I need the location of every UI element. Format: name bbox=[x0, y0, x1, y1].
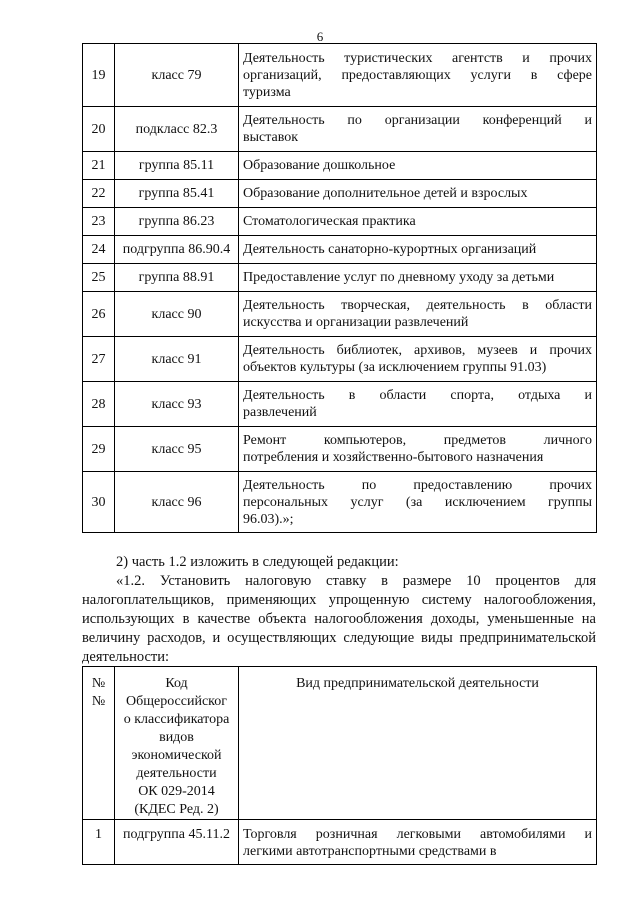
row-number: 24 bbox=[83, 236, 115, 264]
okved-code: группа 85.41 bbox=[115, 180, 239, 208]
row-number: 27 bbox=[83, 337, 115, 382]
row-number: 20 bbox=[83, 107, 115, 152]
table-row bbox=[83, 152, 597, 180]
header-code-line: деятельности bbox=[136, 766, 217, 781]
description-line: Деятельность туристических агентств и прочих bbox=[243, 50, 592, 66]
table-row bbox=[83, 208, 597, 236]
table-row bbox=[83, 292, 597, 337]
description-line: Предоставление услуг по дневному уходу за детьми bbox=[243, 270, 555, 285]
header-code-line: Общероссийског bbox=[125, 694, 228, 709]
description-line: легкими автотранспортными средствами в bbox=[243, 844, 497, 859]
row-number: 30 bbox=[83, 472, 115, 533]
okved-code: класс 96 bbox=[115, 472, 239, 533]
table-row bbox=[83, 44, 597, 107]
header-code-line: (КДЕС Ред. 2) bbox=[134, 802, 219, 817]
header-code-line: Код bbox=[165, 676, 188, 691]
header-number bbox=[83, 667, 115, 820]
table-row bbox=[83, 472, 597, 533]
paragraph-article-1-2: «1.2. Установить налоговую ставку в размере 10 процентов для налогоплательщиков, применяющих упрощенную систему налогообложения, использующих в качестве объекта налогообложения доходы, уменьшенные на величину расходов, и осуществляющих следующие виды предпринимательской деятельности: bbox=[82, 573, 596, 665]
activity-description bbox=[239, 180, 597, 208]
activity-description bbox=[239, 337, 597, 382]
okved-code: класс 93 bbox=[115, 382, 239, 427]
description-line: Образование дополнительное детей и взрослых bbox=[243, 186, 528, 201]
header-code-line: экономической bbox=[131, 748, 222, 763]
table-row bbox=[83, 427, 597, 472]
row-number: 1 bbox=[83, 820, 115, 865]
description-line: Образование дошкольное bbox=[243, 158, 396, 173]
activity-description bbox=[239, 44, 597, 107]
table-row bbox=[83, 337, 597, 382]
activity-description bbox=[239, 236, 597, 264]
table-row bbox=[83, 264, 597, 292]
description-line: объектов культуры (за исключением группы 91.03) bbox=[243, 360, 547, 375]
description-line: искусства и организации развлечений bbox=[243, 315, 469, 330]
header-code-line: видов bbox=[159, 730, 194, 745]
row-number: 26 bbox=[83, 292, 115, 337]
description-line: туризма bbox=[243, 84, 291, 100]
okved-code: подгруппа 86.90.4 bbox=[115, 236, 239, 264]
okved-code: группа 85.11 bbox=[115, 152, 239, 180]
activity-description bbox=[239, 292, 597, 337]
row-number: 19 bbox=[83, 44, 115, 107]
description-line: персональных услуг (за исключением группы bbox=[243, 494, 592, 510]
activity-description bbox=[239, 382, 597, 427]
activity-description bbox=[239, 472, 597, 533]
activity-description bbox=[239, 264, 597, 292]
row-number: 28 bbox=[83, 382, 115, 427]
description-line: организаций, предоставляющих услуги в сфере bbox=[243, 67, 592, 83]
description-line: Деятельность по организации конференций и bbox=[243, 113, 592, 128]
activity-description bbox=[239, 208, 597, 236]
okved-code: подгруппа 45.11.2 bbox=[115, 820, 239, 865]
page-number: 6 bbox=[316, 29, 324, 44]
description-line: выставок bbox=[243, 130, 299, 145]
description-line: потребления и хозяйственно-бытового назначения bbox=[243, 450, 544, 465]
table-row bbox=[83, 107, 597, 152]
header-number-line: № bbox=[91, 676, 106, 691]
okved-code: класс 90 bbox=[115, 292, 239, 337]
description-line: Деятельность санаторно-курортных организаций bbox=[243, 242, 537, 257]
description-line: Деятельность творческая, деятельность в области bbox=[243, 298, 592, 313]
activity-description bbox=[239, 107, 597, 152]
row-number: 22 bbox=[83, 180, 115, 208]
description-line: Торговля розничная легковыми автомобилями и bbox=[243, 827, 592, 842]
description-line: Деятельность по предоставлению прочих bbox=[243, 477, 592, 493]
okved-code: группа 88.91 bbox=[115, 264, 239, 292]
table-header-row bbox=[83, 667, 597, 820]
activity-description bbox=[239, 152, 597, 180]
header-activity: Вид предпринимательской деятельности bbox=[239, 667, 597, 820]
table-row bbox=[83, 180, 597, 208]
activity-table-10-percent bbox=[82, 666, 597, 865]
okved-code: класс 95 bbox=[115, 427, 239, 472]
activity-table-continued bbox=[82, 43, 597, 533]
okved-code: группа 86.23 bbox=[115, 208, 239, 236]
row-number: 25 bbox=[83, 264, 115, 292]
activity-description bbox=[239, 427, 597, 472]
table-row bbox=[83, 236, 597, 264]
okved-code: класс 91 bbox=[115, 337, 239, 382]
activity-description bbox=[239, 820, 597, 865]
header-code-line: ОК 029-2014 bbox=[138, 784, 215, 799]
header-number-line: № bbox=[91, 694, 106, 709]
description-line: развлечений bbox=[243, 405, 317, 420]
description-line: Деятельность в области спорта, отдыха и bbox=[243, 388, 592, 403]
okved-code: класс 79 bbox=[115, 44, 239, 107]
paragraph-amendment-intro: 2) часть 1.2 изложить в следующей редакции: bbox=[116, 554, 399, 570]
row-number: 21 bbox=[83, 152, 115, 180]
row-number: 23 bbox=[83, 208, 115, 236]
header-code-line: о классификатора bbox=[123, 712, 230, 727]
description-line: 96.03).»; bbox=[243, 511, 294, 527]
description-line: Стоматологическая практика bbox=[243, 214, 416, 229]
description-line: Деятельность библиотек, архивов, музеев и прочих bbox=[243, 343, 592, 358]
description-line: Ремонт компьютеров, предметов личного bbox=[243, 433, 592, 448]
okved-code: подкласс 82.3 bbox=[115, 107, 239, 152]
row-number: 29 bbox=[83, 427, 115, 472]
table-row bbox=[83, 820, 597, 865]
table-row bbox=[83, 382, 597, 427]
header-code bbox=[115, 667, 239, 820]
